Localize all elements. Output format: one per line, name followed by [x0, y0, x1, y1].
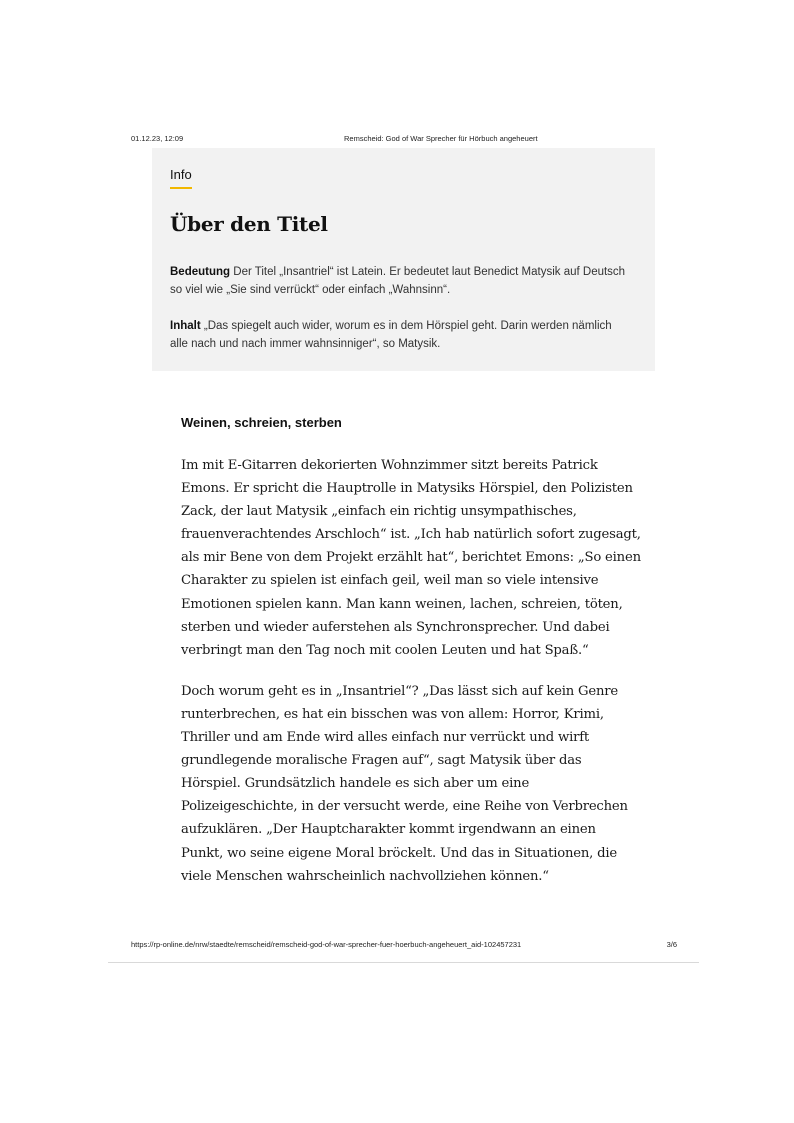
- info-paragraph-meaning: [170, 263, 632, 299]
- print-url: https://rp-online.de/nrw/staedte/remscheid/remscheid-god-of-war-sprecher-fuer-hoerbuch-angeheuert_aid-102457231: [131, 940, 522, 949]
- article-paragraph: Doch worum geht es in „Insantriel“? „Das lässt sich auf kein Genre runterbrechen, es hat ein bisschen was von allem: Horror, Krimi, Thriller und am Ende wird alles einfach nur verrückt und wirft grundlegende moralische Fragen auf“, sagt Matysik über das Hörspiel. Grundsätzlich handele es sich aber um eine Polizeigeschichte, in der versucht werde, eine Reihe von Verbrechen aufzuklären. „Der Hauptcharakter kommt irgendwann an einen Punkt, wo seine eigene Moral bröckelt. Und das in Situationen, die viele Menschen wahrscheinlich nachvollziehen können.“: [181, 683, 628, 884]
- footer-divider: [108, 962, 699, 963]
- info-text: „Das spiegelt auch wider, worum es in dem Hörspiel geht. Darin werden nämlich alle nach und nach immer wahnsinniger“, so Matysik.: [170, 320, 612, 350]
- article-subheading: Weinen, schreien, sterben: [181, 415, 342, 430]
- article-paragraph: Im mit E-Gitarren dekorierten Wohnzimmer sitzt bereits Patrick Emons. Er spricht die Hauptrolle in Matysiks Hörspiel, den Polizisten Zack, der laut Matysik „einfach ein richtig unsympathisches, frauenverachtendes Arschloch“ ist. „Ich hab natürlich sofort zugesagt, als mir Bene von dem Projekt erzählt hat“, berichtet Emons: „So einen Charakter zu spielen ist einfach geil, weil man so viele intensive Emotionen spielen kann. Man kann weinen, lachen, schreien, töten, sterben und wieder auferstehen als Synchronsprecher. Und dabei verbringt man den Tag noch mit coolen Leuten und hat Spaß.“: [181, 458, 641, 658]
- print-date: 01.12.23, 12:09: [131, 134, 184, 143]
- info-term: Inhalt: [170, 320, 201, 332]
- info-box-title: Über den Titel: [170, 212, 328, 236]
- info-text: Der Titel „Insantriel“ ist Latein. Er bedeutet laut Benedict Matysik auf Deutsch so viel wie „Sie sind verrückt“ oder einfach „Wahnsinn“.: [170, 266, 626, 296]
- print-document-title: Remscheid: God of War Sprecher für Hörbuch angeheuert: [344, 134, 538, 143]
- page-number: 3/6: [666, 940, 677, 949]
- info-paragraph-content: [170, 317, 632, 353]
- article-body: [181, 415, 641, 906]
- info-term: Bedeutung: [170, 266, 231, 278]
- info-label: Info: [170, 167, 192, 189]
- info-box: [152, 148, 655, 371]
